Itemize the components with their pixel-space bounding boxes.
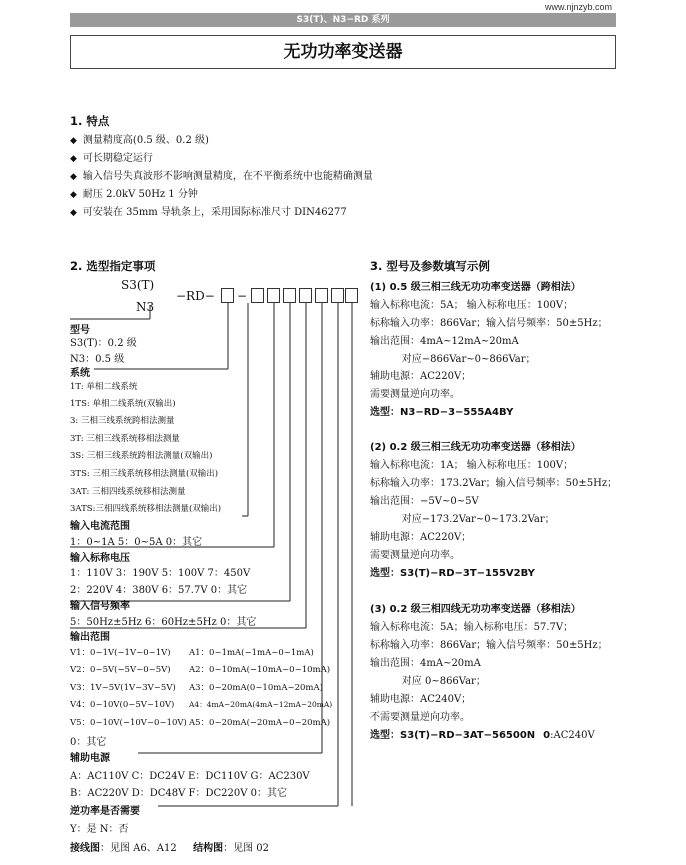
model-slot [299,288,312,303]
example-line: 需要测量逆向功率。 [370,389,460,400]
frequency-items: 5：50Hz±5Hz 6：60Hz±5Hz 0：其它 [70,617,257,628]
diamond-bullet-icon: ◆ [70,172,77,182]
voltage-label: 输入标称电压 [70,553,130,564]
page-title: 无功功率变送器 [70,35,616,69]
feature-item: ◆ 输入信号失真波形不影响测量精度，在不平衡系统中也能精确测量 [70,171,373,182]
example-line: 输入标称电流：1A； 输入标称电压：100V； [370,460,574,471]
model-dash: − [237,289,248,303]
example-title: (1) 0.5 级三相三线无功功率变送器（跨相法） [370,282,581,293]
frequency-label: 输入信号频率 [70,601,130,612]
example-line: 辅助电源：AC220V； [370,532,472,543]
output-voltage-item: V5：0~10V(−10V~0~10V) [70,718,187,728]
output-other: 0：其它 [70,737,107,748]
example-line: 辅助电源：AC240V； [370,694,472,705]
type-item: N3：0.5 级 [70,354,125,365]
aux-power-label: 辅助电源 [70,753,110,764]
voltage-row: 1：110V 3：190V 5：100V 7：450V [70,568,251,579]
examples-heading: 3. 型号及参数填写示例 [370,259,490,273]
voltage-row: 2：220V 4：380V 6：57.7V 0：其它 [70,585,248,596]
example-line: 对应 0~866Var； [370,676,486,687]
example-line: 标称输入功率：173.2Var；输入信号频率：50±5Hz； [370,478,618,489]
example-line: 输出范围：4mA~20mA [370,658,481,669]
example-model: 选型：S3(T)−RD−3T−155V2BY [370,568,535,579]
output-current-item: A1：0~1mA(−1mA~0~1mA) [189,648,314,658]
output-voltage-item: V2：0~5V(−5V~0~5V) [70,665,171,675]
structure-diagram-label: 结构图 [193,843,224,854]
reverse-power-label: 逆功率是否需要 [70,806,140,817]
model-slot [331,288,344,303]
system-item: 3ATS:三相四线系统移相法测量(双输出) [70,504,222,514]
example-model: 选型：N3−RD−3−555A4BY [370,407,514,418]
model-slot-system [221,288,234,303]
output-current-item: A3：0~20mA(0~10mA~20mA) [189,683,323,693]
system-item: 3AT: 三相四线系统移相法测量 [70,487,186,497]
example-line: 输出范围：−5V~0~5V [370,496,479,507]
series-banner: S3(T)、N3−RD 系列 [70,13,616,27]
system-item: 1T: 单相二线系统 [70,382,138,392]
system-item: 3T: 三相三线系统移相法测量 [70,434,180,444]
model-slot [345,288,358,303]
feature-item: ◆ 可安装在 35mm 导轨条上，采用国际标准尺寸 DIN46277 [70,207,347,218]
example-line: 输出范围：4mA~12mA~20mA [370,336,519,347]
output-current-item: A4：4mA~20mA(4mA~12mA~20mA) [189,700,333,709]
model-slot [267,288,280,303]
example-line: 输入标称电流：5A；输入标称电压：57.7V； [370,622,574,633]
example-line: 需要测量逆向功率。 [370,550,460,561]
output-voltage-item: V3：1V~5V(1V~3V~5V) [70,683,176,693]
system-label: 系统 [70,368,90,379]
current-items: 1：0~1A 5：0~5A 0：其它 [70,537,203,548]
model-prefix-top: S3(T) [121,278,155,292]
output-label: 输出范围 [70,632,110,643]
model-slot [315,288,328,303]
feature-item: ◆ 可长期稳定运行 [70,153,153,164]
website-url: www.njnzyb.com [544,2,612,12]
example-line: 不需要测量逆向功率。 [370,712,470,723]
output-voltage-item: V4：0~10V(0~5V~10V) [70,700,175,710]
feature-item: ◆ 测量精度高(0.5 级、0.2 级) [70,135,209,146]
output-current-item: A2：0~10mA(−10mA~0~10mA) [189,665,331,675]
diagram-references [70,839,269,854]
model-separator: −RD− [176,289,215,303]
example-line: 输入标称电流：5A； 输入标称电压：100V； [370,300,574,311]
system-item: 3TS: 三相三线系统移相法测量(双输出) [70,469,219,479]
feature-item: ◆ 耐压 2.0kV 50Hz 1 分钟 [70,189,198,200]
diamond-bullet-icon: ◆ [70,190,77,200]
current-label: 输入电流范围 [70,521,130,532]
selection-heading: 2. 选型指定事项 [70,259,156,273]
type-label: 型号 [70,325,90,336]
example-model: 选型：S3(T)−RD−3AT−56500N 0:AC240V [370,730,595,741]
aux-power-row: B：AC220V D：DC48V F：DC220V 0：其它 [70,788,287,799]
reverse-power-items: Y：是 N：否 [70,824,129,835]
system-item: 3: 三相三线系统跨相法测量 [70,416,175,426]
model-slot [251,288,264,303]
example-line: 标称输入功率：866Var；输入信号频率：50±5Hz； [370,640,608,651]
output-voltage-item: V1：0~1V(−1V~0~1V) [70,648,171,658]
features-heading: 1. 特点 [70,114,110,128]
diamond-bullet-icon: ◆ [70,208,77,218]
wiring-diagram-label: 接线图 [70,843,100,854]
system-item: 3S: 三相三线系统跨相法测量(双输出) [70,451,213,461]
output-current-item: A5：0~20mA(−20mA~0~20mA) [189,718,331,728]
example-title: (2) 0.2 级三相三线无功功率变送器（移相法） [370,442,581,453]
diamond-bullet-icon: ◆ [70,154,77,164]
type-item: S3(T)：0.2 级 [70,338,137,349]
aux-power-row: A：AC110V C：DC24V E：DC110V G：AC230V [70,771,310,782]
structure-diagram-value: ：见图 02 [223,843,269,854]
wiring-diagram-value: ：见图 A6、A12 [100,843,177,854]
example-line: 辅助电源：AC220V； [370,371,472,382]
example-line: 对应−173.2Var~0~173.2Var； [370,514,555,525]
example-line: 标称输入功率：866Var；输入信号频率：50±5Hz； [370,318,608,329]
model-slot [283,288,296,303]
diamond-bullet-icon: ◆ [70,136,77,146]
example-line: 对应−866Var~0~866Var； [370,354,536,365]
model-prefix-bottom: N3 [136,300,155,314]
system-item: 1TS: 单相二线系统(双输出) [70,399,176,409]
example-title: (3) 0.2 级三相四线无功功率变送器（移相法） [370,604,581,615]
